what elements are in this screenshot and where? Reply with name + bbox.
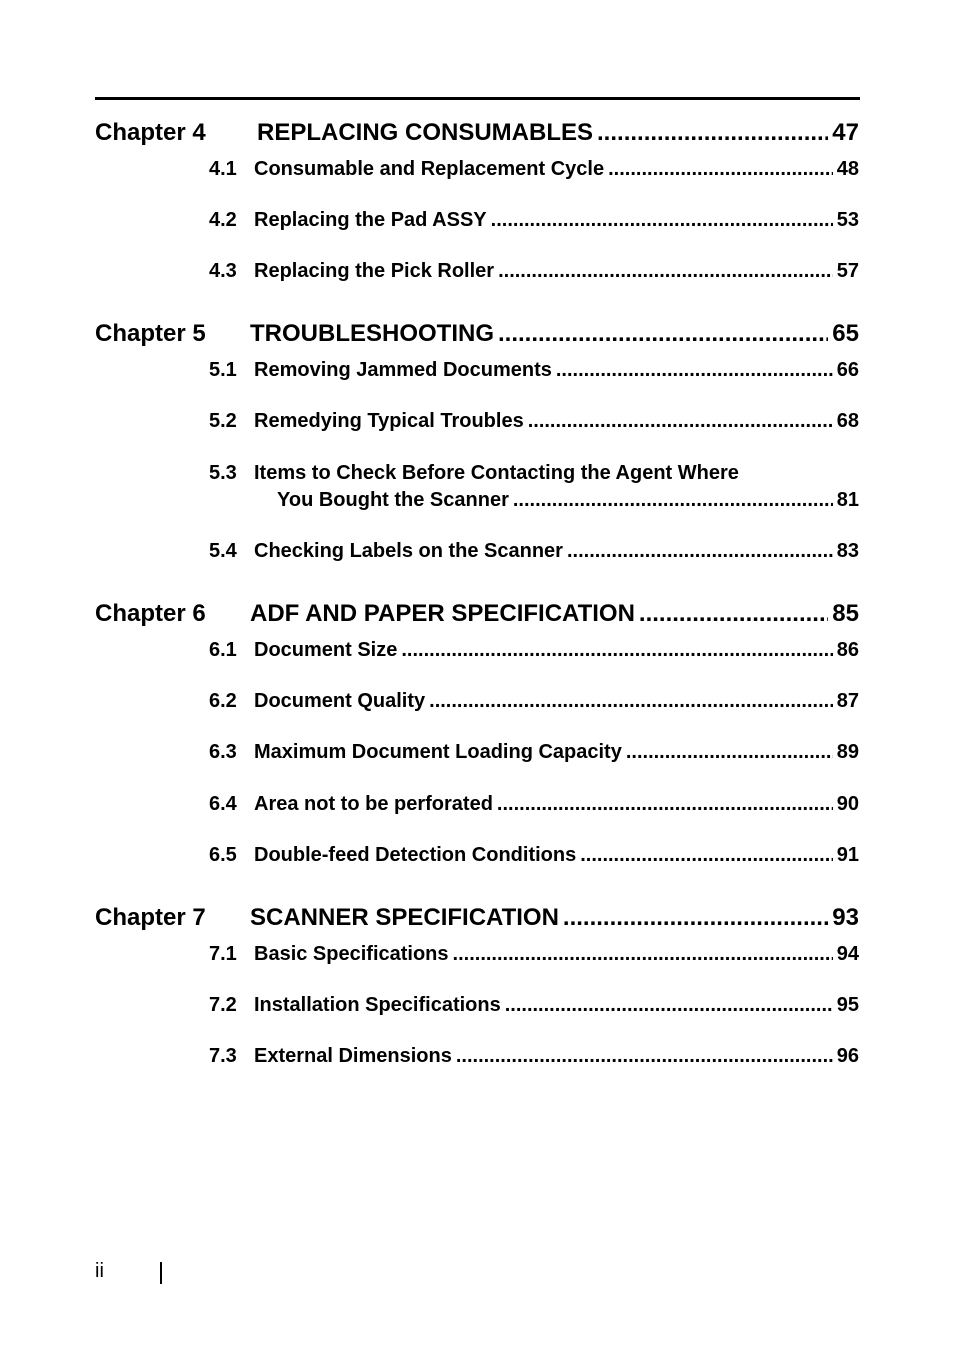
dot-leader [528,408,833,435]
section-page: 86 [836,639,859,661]
section-number: 6.2 [209,690,237,712]
chapter-label: Chapter 6 [95,600,206,627]
dot-leader [453,941,833,968]
section-title: Area not to be perforated [254,793,493,815]
dot-leader [608,156,833,183]
section-number: 5.1 [209,359,237,381]
section-number: 5.2 [209,410,237,432]
dot-leader [580,842,833,869]
section-number: 6.3 [209,741,237,763]
dot-leader [567,538,833,565]
dot-leader [597,110,828,156]
section-number: 5.4 [209,540,237,562]
toc-chapter-7[interactable] [95,895,859,941]
section-page: 53 [836,209,859,231]
toc-section-6-2[interactable] [209,688,859,715]
section-page: 66 [836,359,859,381]
toc-section-4-1[interactable] [209,156,859,183]
toc-section-4-3[interactable] [209,258,859,285]
chapter-title: TROUBLESHOOTING [250,320,494,347]
section-page: 94 [836,943,859,965]
section-number: 6.5 [209,844,237,866]
section-title: Removing Jammed Documents [254,359,552,381]
dot-leader [556,357,833,384]
chapter-label: Chapter 5 [95,320,206,347]
dot-leader [401,637,832,664]
dot-leader [513,487,833,514]
section-title: Consumable and Replacement Cycle [254,158,605,180]
chapter-page: 85 [832,600,859,627]
section-page: 89 [836,741,859,763]
toc-section-5-1[interactable] [209,357,859,384]
section-page: 91 [836,844,859,866]
chapter-title: REPLACING CONSUMABLES [257,119,594,146]
section-title: Items to Check Before Contacting the Agent Where [254,462,739,484]
section-page: 83 [836,540,859,562]
chapter-title: ADF AND PAPER SPECIFICATION [250,600,635,627]
section-title-continued: You Bought the Scanner [277,489,509,511]
chapter-page: 93 [832,904,859,931]
section-title: Checking Labels on the Scanner [254,540,563,562]
chapter-page: 47 [832,119,859,146]
section-number: 4.3 [209,260,237,282]
toc-section-5-3[interactable] [209,460,859,514]
section-page: 81 [836,489,859,511]
section-title: Replacing the Pick Roller [254,260,495,282]
section-number: 5.3 [209,462,237,484]
section-number: 7.1 [209,943,237,965]
section-page: 87 [836,690,859,712]
dot-leader [497,791,833,818]
section-page: 96 [836,1045,859,1067]
section-number: 6.4 [209,793,237,815]
section-page: 57 [836,260,859,282]
dot-leader [505,992,833,1019]
dot-leader [626,739,833,766]
dot-leader [456,1043,833,1070]
top-rule [95,97,860,100]
toc-section-6-5[interactable] [209,842,859,869]
dot-leader [498,258,833,285]
section-title: Document Quality [254,690,426,712]
dot-leader [639,591,828,637]
section-number: 6.1 [209,639,237,661]
chapter-page: 65 [832,320,859,347]
toc-section-4-2[interactable] [209,207,859,234]
toc-section-7-1[interactable] [209,941,859,968]
toc-section-6-1[interactable] [209,637,859,664]
section-title: Basic Specifications [254,943,449,965]
section-title: Remedying Typical Troubles [254,410,524,432]
section-title: Replacing the Pad ASSY [254,209,487,231]
toc-section-7-2[interactable] [209,992,859,1019]
section-page: 95 [836,994,859,1016]
section-title: Maximum Document Loading Capacity [254,741,622,763]
toc-section-5-2[interactable] [209,408,859,435]
footer-page-number: ii [95,1260,104,1282]
chapter-title: SCANNER SPECIFICATION [250,904,559,931]
section-number: 4.1 [209,158,237,180]
dot-leader [563,895,828,941]
section-page: 68 [836,410,859,432]
toc-chapter-4[interactable] [95,110,859,156]
section-title: Double-feed Detection Conditions [254,844,577,866]
dot-leader [429,688,833,715]
chapter-label: Chapter 7 [95,904,206,931]
toc-section-6-3[interactable] [209,739,859,766]
chapter-label: Chapter 4 [95,119,206,146]
section-number: 7.2 [209,994,237,1016]
toc-chapter-5[interactable] [95,311,859,357]
section-title: External Dimensions [254,1045,452,1067]
toc-section-6-4[interactable] [209,791,859,818]
footer-divider [160,1262,162,1284]
toc-chapter-6[interactable] [95,591,859,637]
section-page: 48 [836,158,859,180]
toc-section-7-3[interactable] [209,1043,859,1070]
section-title: Document Size [254,639,398,661]
section-page: 90 [836,793,859,815]
dot-leader [498,311,828,357]
toc-section-5-4[interactable] [209,538,859,565]
section-number: 4.2 [209,209,237,231]
section-number: 7.3 [209,1045,237,1067]
table-of-contents [95,110,859,1070]
dot-leader [491,207,833,234]
section-title: Installation Specifications [254,994,501,1016]
